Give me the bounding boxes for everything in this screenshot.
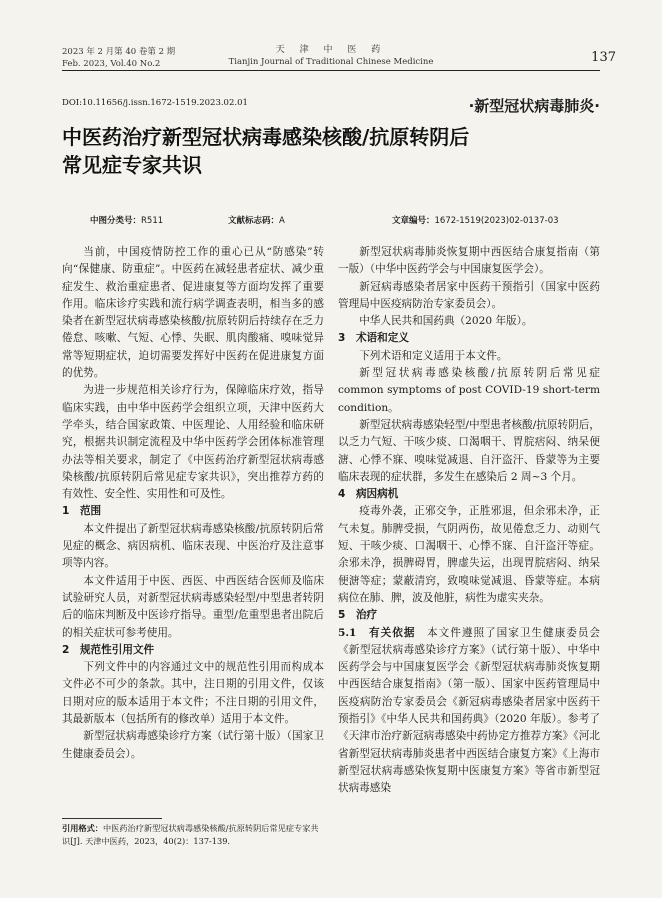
article-title <box>62 123 582 179</box>
subsection-text: 本文件遵照了国家卫生健康委员会《新型冠状病毒感染诊疗方案》（试行第十版）、中华中医药学会与中国康复医学会《新型冠状病毒肺炎恢复期中西医结合康复指南》（第一版）、国家中医药管理局中医疫病防治专家委员会《新冠病毒感染者居家中医药干预指引》《中华人民共和国药典》（2020 年版）。参考了《天津市治疗新冠病毒感染中药协定方推荐方案》《河北省新型冠状病毒肺炎患者中西医结合康复方案》《上海市新型冠状病毒感染恢复期中医康复方案》等省市新型冠状病毒感染 <box>338 626 601 795</box>
issue-en: Feb. 2023, Vol.40 No.2 <box>62 59 161 69</box>
doc-value: A <box>279 216 285 226</box>
paragraph: 为进一步规范相关诊疗行为，保障临床疗效，指导临床实践，由中华中医药学会组织立项，天津中医药大学牵头，结合国家政策、中医理论、人用经验和临床研究，根据共识制定流程及中华中医药学会团体标准管理办法等相关要求，制定了《中医药治疗新型冠状病毒感染核酸/抗原转阴后常见症专家共识》，突出推荐方药的有效性、安全性、实用性和可及性。 <box>62 384 324 501</box>
citation-text: 中医药治疗新型冠状病毒感染核酸/抗原转阴后常见症专家共识[J]. 天津中医药，2023，40(2)：137-139. <box>62 823 319 846</box>
section-heading-references: 2 规范性引用文件 <box>62 643 155 656</box>
paragraph: 下列术语和定义适用于本文件。 <box>359 349 508 362</box>
article-number <box>392 214 559 226</box>
footnote-divider <box>62 818 162 819</box>
paragraph <box>338 625 600 798</box>
paragraph: 本文件适用于中医、西医、中西医结合医师及临床试验研究人员，对新型冠状病毒感染轻型/中型患者转阴后的临床判断及中医诊疗指导。重型/危重型患者出院后的相关症状可参考使用。 <box>62 574 324 639</box>
section-heading-treatment: 5 治疗 <box>338 609 378 622</box>
subsection-label: 5.1 有关依据 <box>338 626 416 639</box>
doc-label: 文献标志码： <box>228 216 280 226</box>
left-column <box>62 244 324 763</box>
paragraph: 下列文件中的内容通过文中的规范性引用而构成本文件必不可少的条款。其中，注日期的引用文件，仅该日期对应的版本适用于本文件；不注日期的引用文件，其最新版本（包括所有的修改单）适用于本文件。 <box>62 661 324 726</box>
citation-label: 引用格式： <box>62 823 103 833</box>
clc-value: R511 <box>141 216 164 226</box>
issue-cn: 2023 年 2 月第 40 卷第 2 期 <box>62 47 176 57</box>
document-code <box>228 214 285 226</box>
section-heading-etiology: 4 病因病机 <box>338 488 399 501</box>
section-heading-terms: 3 术语和定义 <box>338 332 409 345</box>
article-label: 文章编号： <box>392 216 435 226</box>
paragraph: 疫毒外袭，正邪交争，正胜邪退，但余邪未净，正气未复。肺脾受损，气阴两伤，故见倦怠乏力、动则气短、干咳少痰、口渴咽干、心悸不寐、自汗盗汗等症。余邪未净，损脾碍胃，脾虚失运，出现胃脘痞闷、纳呆便溏等症；蒙蔽清窍，致嗅味觉减退、昏蒙等症。本病病位在肺、脾，波及他脏，病性为虚实夹杂。 <box>338 505 600 604</box>
paragraph: 新冠病毒感染者居家中医药干预指引（国家中医药管理局中医疫病防治专家委员会）。 <box>338 280 600 310</box>
section-heading-scope: 1 范围 <box>62 505 102 518</box>
paragraph: 中华人民共和国药典（2020 年版）。 <box>359 315 533 328</box>
citation-format <box>62 822 324 848</box>
paragraph: 新型冠状病毒感染诊疗方案（试行第十版）（国家卫生健康委员会）。 <box>62 730 324 760</box>
journal-name <box>0 44 662 68</box>
journal-name-en: Tianjin Journal of Traditional Chinese Medicine <box>228 57 434 67</box>
paragraph: 新型冠状病毒感染核酸/抗原转阴后常见症 common symptoms of post COVID-19 short-term condition。 <box>338 367 600 414</box>
paragraph: 当前，中国疫情防控工作的重心已从“防感染”转向“保健康、防重症”。中医药在减轻患者症状、减少重症发生、救治重症患者、促进康复等方面均发挥了重要作用。临床诊疗实践和流行病学调查表明，相当多的感染者在新型冠状病毒感染核酸/抗原转阴后持续存在乏力倦怠、咳嗽、气短、心悸、失眠、肌肉酸痛、嗅味觉异常等短期症状，迫切需要发挥好中医药在促进康复方面的优势。 <box>62 246 324 380</box>
column-tag: ·新型冠状病毒肺炎· <box>468 97 600 115</box>
paragraph: 新型冠状病毒感染轻型/中型患者核酸/抗原转阴后，以乏力气短、干咳少痰、口渴咽干、胃脘痞闷、纳呆便溏、心悸不寐、嗅味觉减退、自汗盗汗、昏蒙等为主要临床表现的症状群，多发生在感染后 2 周~3 个月。 <box>338 418 600 483</box>
clc-number <box>90 214 163 226</box>
paragraph: 新型冠状病毒肺炎恢复期中西医结合康复指南（第一版）（中华中医药学会与中国康复医学会）。 <box>338 246 600 276</box>
paragraph: 本文件提出了新型冠状病毒感染核酸/抗原转阴后常见症的概念、病因病机、临床表现、中医治疗及注意事项等内容。 <box>62 522 324 570</box>
title-line-2: 常见症专家共识 <box>62 153 202 177</box>
header-divider <box>62 70 600 71</box>
journal-name-cn: 天 津 中 医 药 <box>275 45 387 55</box>
article-value: 1672-1519(2023)02-0137-03 <box>434 216 559 226</box>
clc-label: 中图分类号： <box>90 216 142 226</box>
doi: DOI:10.11656/j.issn.1672-1519.2023.02.01 <box>62 98 248 108</box>
right-column <box>338 244 600 798</box>
title-line-1: 中医药治疗新型冠状病毒感染核酸/抗原转阴后 <box>62 125 470 149</box>
page-number: 137 <box>591 50 616 65</box>
